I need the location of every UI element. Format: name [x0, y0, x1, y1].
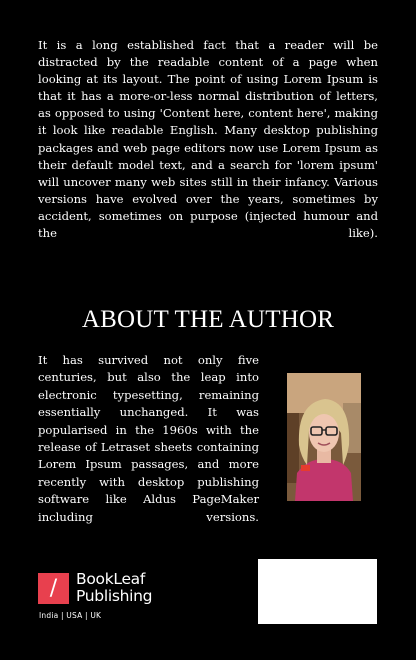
publisher-name	[76, 571, 152, 605]
publisher-logo	[38, 570, 178, 623]
publisher-name-line1: BookLeaf	[76, 570, 146, 588]
logo-slash: /	[49, 576, 58, 601]
about-author-heading: ABOUT THE AUTHOR	[81, 306, 335, 333]
publisher-name-line2: Publishing	[76, 587, 153, 605]
back-cover-blurb: It is a long established fact that a reader will be distracted by the readable content of a page when looking at its layout. The point of using Lorem Ipsum is that it has a more-or-less normal distribution of letters, as opposed to using 'Content here, content here', making it look like readable English. Many desktop publishing packages and web page editors now use Lorem Ipsum as their default model text, and a search for 'lorem ipsum' will uncover many web sites still in their infancy. Various versions have evolved over the years, sometimes by accident, sometimes on purpose (injected humour and the like).	[38, 38, 378, 241]
barcode-area	[258, 559, 377, 624]
author-bio: It has survived not only five centuries, but also the leap into electronic typesetting, remaining essentially unchanged. It was popularised in the 1960s with the release of Letraset sheets containing Lorem Ipsum passages, and more recently with desktop publishing software like Aldus PageMaker including versions.	[38, 353, 259, 524]
publisher-tagline: India | USA | UK	[39, 611, 102, 620]
author-photo	[287, 373, 361, 501]
